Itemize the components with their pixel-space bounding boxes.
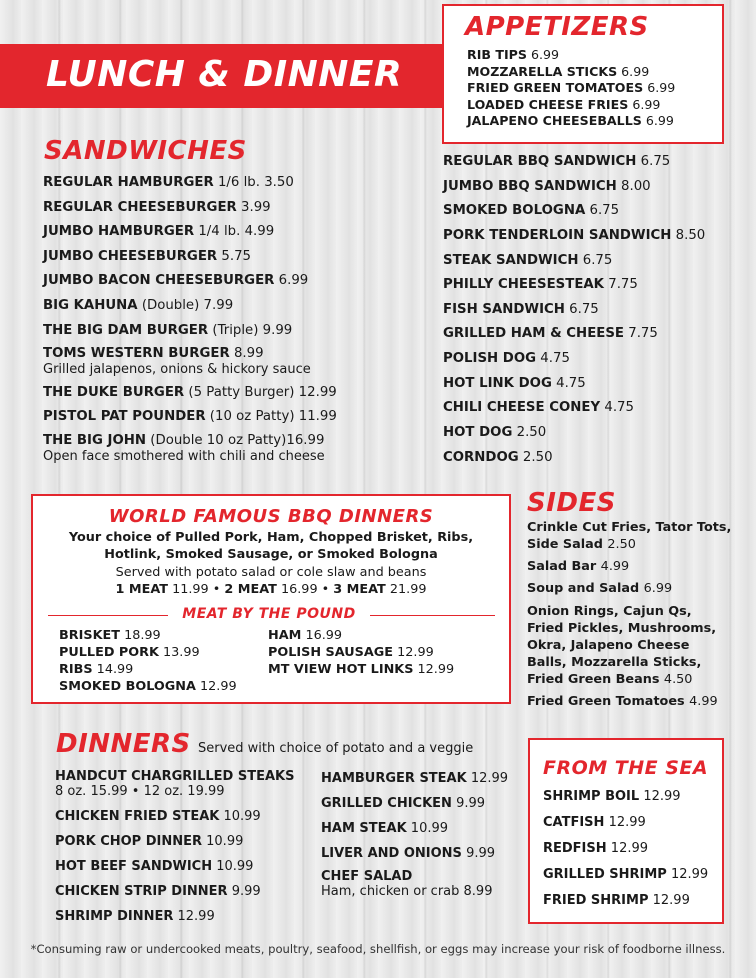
menu-item: RIB TIPS 6.99 (467, 47, 560, 62)
appetizers-title: APPETIZERS (465, 12, 649, 42)
menu-item: JUMBO BACON CHEESEBURGER 6.99 (43, 273, 309, 289)
bbq-meat-prices: 1 MEAT 11.99 • 2 MEAT 16.99 • 3 MEAT 21.99 (115, 581, 427, 597)
bbq-served-with: Served with potato salad or cole slaw and beans (115, 564, 427, 580)
menu-item: SHRIMP DINNER 12.99 (55, 908, 215, 924)
menu-item: PORK CHOP DINNER 10.99 (55, 833, 244, 849)
menu-item: THE DUKE BURGER (5 Patty Burger) 12.99 (43, 384, 337, 400)
menu-item: MOZZARELLA STICKS 6.99 (467, 63, 650, 79)
menu-item: SHRIMP BOIL 12.99 (543, 789, 681, 804)
item-description: 8 oz. 15.99 • 12 oz. 19.99 (55, 783, 225, 799)
menu-item: CHEF SALAD Ham, chicken or crab 8.99 (321, 870, 508, 900)
menu-item: REDFISH 12.99 (543, 841, 649, 856)
menu-item: GRILLED HAM & CHEESE 7.75 (443, 326, 658, 342)
menu-item: HAMBURGER STEAK 12.99 (321, 771, 509, 786)
menu-item: HOT DOG 2.50 (443, 425, 547, 441)
from-the-sea-list (543, 788, 708, 918)
menu-item: CHILI CHEESE CONEY 4.75 (443, 400, 634, 416)
meat-by-pound-left-list (59, 627, 237, 696)
bbq-choice-line: Hotlink, Smoked Sausage, or Smoked Bologna (104, 547, 438, 563)
menu-item: LOADED CHEESE FRIES 6.99 (467, 96, 661, 112)
bbq-description (31, 529, 511, 598)
menu-item: JUMBO CHEESEBURGER 5.75 (43, 248, 252, 264)
meat-by-pound-title: MEAT BY THE POUND (182, 606, 356, 622)
menu-item: PULLED PORK 13.99 (59, 645, 200, 661)
menu-item: PORK TENDERLOIN SANDWICH 8.50 (443, 227, 706, 243)
menu-item: SMOKED BOLOGNA 12.99 (59, 679, 237, 695)
item-description: Grilled jalapenos, onions & hickory sauce (43, 362, 311, 378)
menu-item: THE BIG DAM BURGER (Triple) 9.99 (43, 322, 293, 338)
menu-item: LIVER AND ONIONS 9.99 (321, 846, 496, 861)
menu-item: Fried Green Tomatoes 4.99 (527, 694, 718, 710)
bbq-dinners-title: WORLD FAMOUS BBQ DINNERS (108, 506, 434, 527)
menu-item: SMOKED BOLOGNA 6.75 (443, 203, 620, 219)
menu-item: FISH SANDWICH 6.75 (443, 301, 599, 317)
menu-item: JUMBO BBQ SANDWICH 8.00 (443, 178, 651, 194)
menu-item: HANDCUT CHARGRILLED STEAKS 8 oz. 15.99 • 12 oz. 19.99 (55, 769, 295, 799)
dinners-right-list (321, 770, 508, 900)
menu-item: FRIED SHRIMP 12.99 (543, 893, 690, 908)
page-title: LUNCH & DINNER (46, 54, 403, 95)
menu-item: POLISH SAUSAGE 12.99 (268, 645, 434, 661)
sides-title: SIDES (527, 488, 616, 518)
menu-item: PISTOL PAT POUNDER (10 oz Patty) 11.99 (43, 409, 337, 425)
menu-item: HOT BEEF SANDWICH 10.99 (55, 858, 254, 874)
dinners-note: Served with choice of potato and a veggie (198, 741, 474, 756)
sides-list (527, 519, 752, 715)
menu-item: JUMBO HAMBURGER 1/4 lb. 4.99 (43, 224, 275, 240)
menu-item: HOT LINK DOG 4.75 (443, 375, 586, 391)
appetizers-list (467, 47, 675, 130)
menu-item: THE BIG JOHN (Double 10 oz Patty)16.99 Open face smothered with chili and cheese (43, 433, 423, 465)
menu-item: FRIED GREEN TOMATOES 6.99 (467, 80, 676, 96)
menu-item: CHICKEN STRIP DINNER 9.99 (55, 883, 261, 899)
menu-item: REGULAR CHEESEBURGER 3.99 (43, 199, 271, 215)
menu-item: Onion Rings, Cajun Qs, Fried Pickles, Mushrooms, Okra, Jalapeno Cheese Balls, Mozzarella Sticks, Fried Green Beans 4.50 (527, 603, 717, 688)
menu-item: RIBS 14.99 (59, 662, 134, 678)
menu-item: HAM 16.99 (268, 628, 343, 643)
sandwiches-title: SANDWICHES (44, 136, 247, 166)
menu-item: GRILLED CHICKEN 9.99 (321, 796, 486, 811)
dinners-left-list (55, 770, 294, 933)
menu-item: PHILLY CHEESESTEAK 7.75 (443, 277, 638, 293)
menu-item: REGULAR BBQ SANDWICH 6.75 (443, 154, 671, 169)
menu-item: Soup and Salad 6.99 (527, 581, 673, 597)
menu-item: REGULAR HAMBURGER 1/6 lb. 3.50 (43, 175, 294, 190)
sandwiches-right-list (443, 153, 743, 473)
sandwiches-left-list (43, 174, 423, 470)
menu-item: MT VIEW HOT LINKS 12.99 (268, 662, 455, 678)
menu-item: Salad Bar 4.99 (527, 559, 630, 575)
divider (48, 615, 168, 616)
from-the-sea-title: FROM THE SEA (543, 757, 709, 779)
menu-item: HAM STEAK 10.99 (321, 821, 449, 836)
divider (370, 615, 495, 616)
bbq-choice-line: Your choice of Pulled Pork, Ham, Chopped Brisket, Ribs, (68, 530, 474, 545)
menu-item: BIG KAHUNA (Double) 7.99 (43, 297, 234, 313)
menu-item: CATFISH 12.99 (543, 815, 646, 830)
menu-item: TOMS WESTERN BURGER 8.99 Grilled jalapenos, onions & hickory sauce (43, 346, 423, 378)
menu-item: GRILLED SHRIMP 12.99 (543, 867, 709, 882)
footnote: *Consuming raw or undercooked meats, poultry, seafood, shellfish, or eggs may increase your risk of foodborne illness. (30, 942, 726, 956)
menu-item: POLISH DOG 4.75 (443, 351, 570, 367)
menu-item: CORNDOG 2.50 (443, 449, 553, 465)
meat-by-pound-right-list (268, 627, 454, 678)
item-description: Ham, chicken or crab 8.99 (321, 883, 493, 899)
menu-item: STEAK SANDWICH 6.75 (443, 252, 613, 268)
menu-item: JALAPENO CHEESEBALLS 6.99 (467, 113, 674, 129)
menu-item: CHICKEN FRIED STEAK 10.99 (55, 808, 261, 824)
menu-item: BRISKET 18.99 (59, 628, 161, 643)
menu-item: Crinkle Cut Fries, Tator Tots, Side Salad 2.50 (527, 520, 732, 553)
dinners-title: DINNERS (56, 729, 191, 759)
item-description: Open face smothered with chili and cheese (43, 448, 325, 464)
